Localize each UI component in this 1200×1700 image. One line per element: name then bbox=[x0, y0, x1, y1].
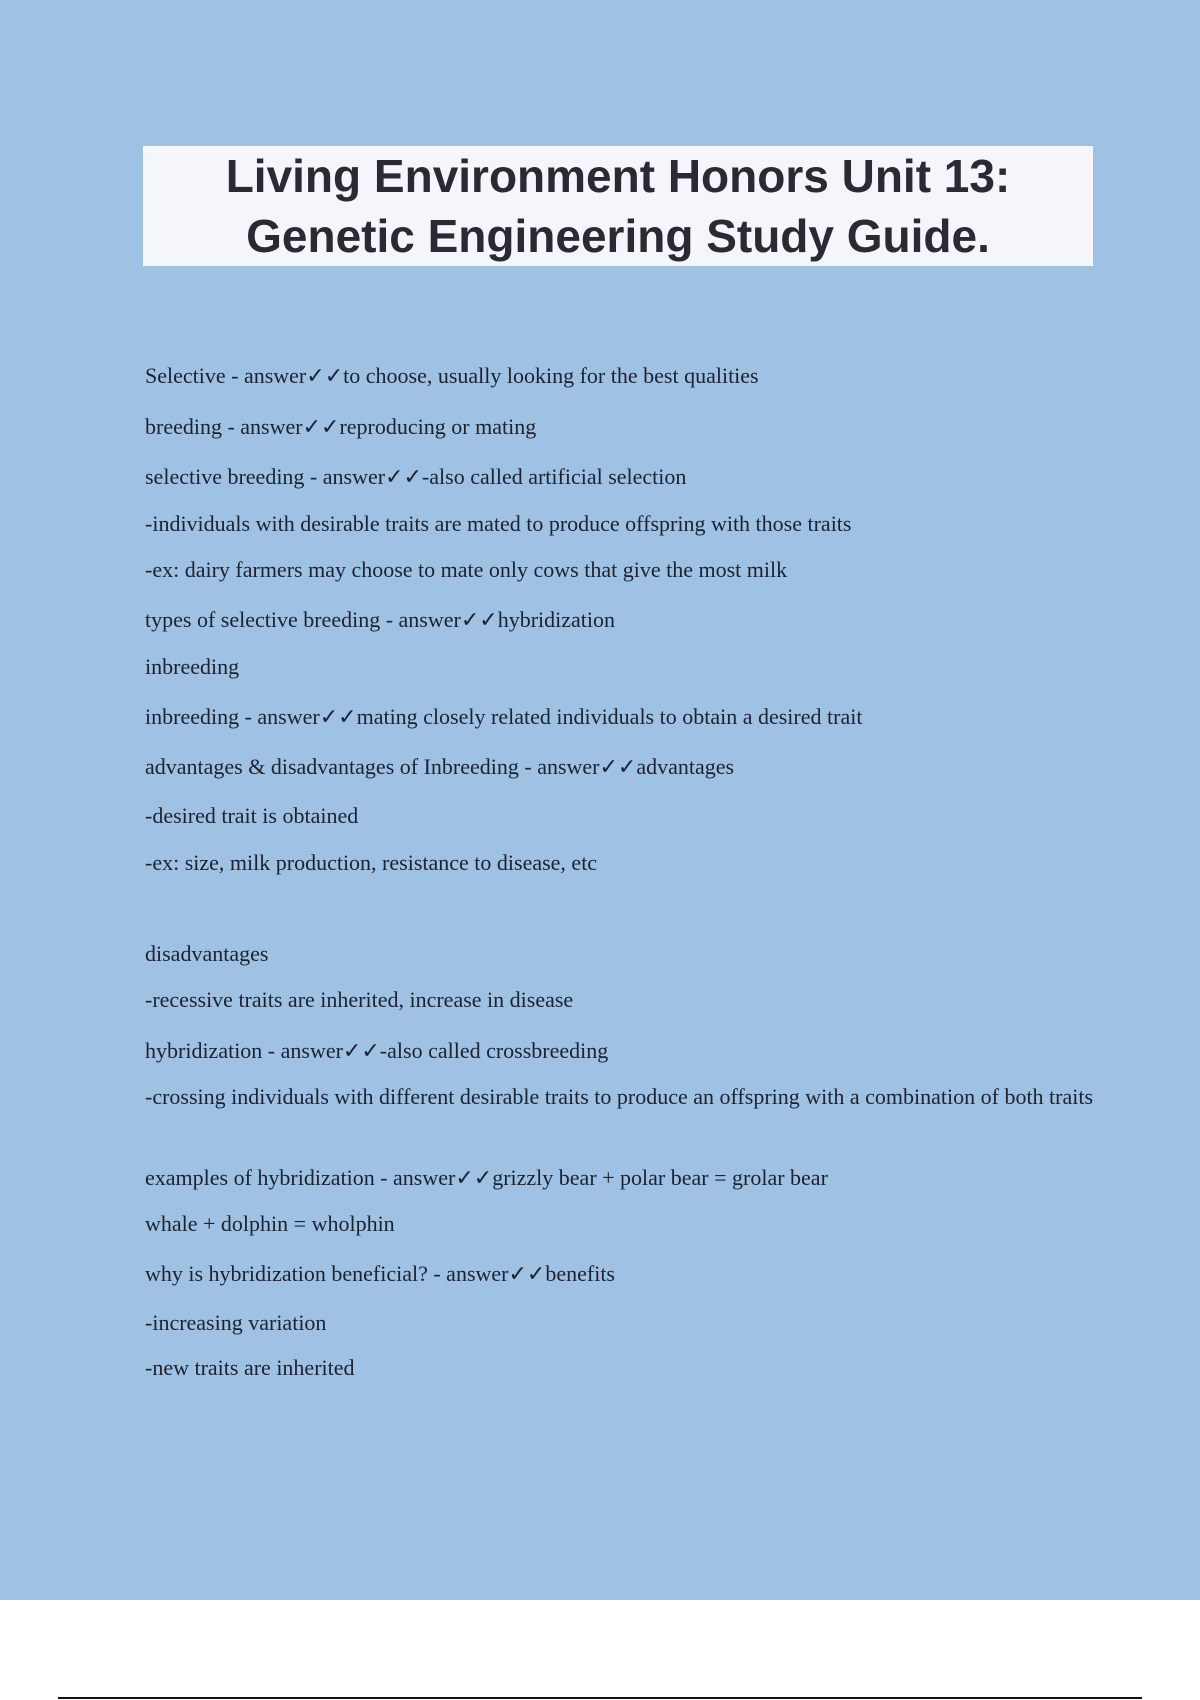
text-line: inbreeding bbox=[145, 654, 240, 679]
text-line: -ex: size, milk production, resistance to disease, etc bbox=[145, 850, 598, 875]
text-line: -individuals with desirable traits are mated to produce offspring with those traits bbox=[145, 511, 852, 536]
text-line: advantages & disadvantages of Inbreeding - answer✓✓advantages bbox=[145, 754, 735, 779]
text-line: why is hybridization beneficial? - answer✓✓benefits bbox=[145, 1261, 615, 1286]
text-line: -recessive traits are inherited, increase in disease bbox=[145, 987, 574, 1012]
title-line-1: Living Environment Honors Unit 13: bbox=[225, 150, 1011, 202]
text-line: -desired trait is obtained bbox=[145, 803, 359, 828]
text-line: Selective - answer✓✓to choose, usually looking for the best qualities bbox=[145, 363, 759, 388]
title-banner bbox=[143, 146, 1093, 266]
text-line: inbreeding - answer✓✓mating closely related individuals to obtain a desired trait bbox=[145, 704, 863, 729]
text-line: examples of hybridization - answer✓✓grizzly bear + polar bear = grolar bear bbox=[145, 1165, 828, 1190]
footer-divider bbox=[58, 1697, 1142, 1699]
text-line: -crossing individuals with different desirable traits to produce an offspring with a combination of both traits bbox=[145, 1084, 1094, 1109]
text-line: -new traits are inherited bbox=[145, 1355, 355, 1380]
text-line: types of selective breeding - answer✓✓hybridization bbox=[145, 607, 615, 632]
text-line: selective breeding - answer✓✓-also called artificial selection bbox=[145, 464, 687, 489]
text-line: disadvantages bbox=[145, 941, 269, 966]
title-line-2: Genetic Engineering Study Guide. bbox=[246, 210, 990, 262]
text-line: -ex: dairy farmers may choose to mate only cows that give the most milk bbox=[145, 557, 788, 582]
text-line: whale + dolphin = wholphin bbox=[145, 1211, 395, 1236]
text-line: breeding - answer✓✓reproducing or mating bbox=[145, 414, 537, 439]
text-line: -increasing variation bbox=[145, 1310, 327, 1335]
text-line: hybridization - answer✓✓-also called crossbreeding bbox=[145, 1038, 609, 1063]
